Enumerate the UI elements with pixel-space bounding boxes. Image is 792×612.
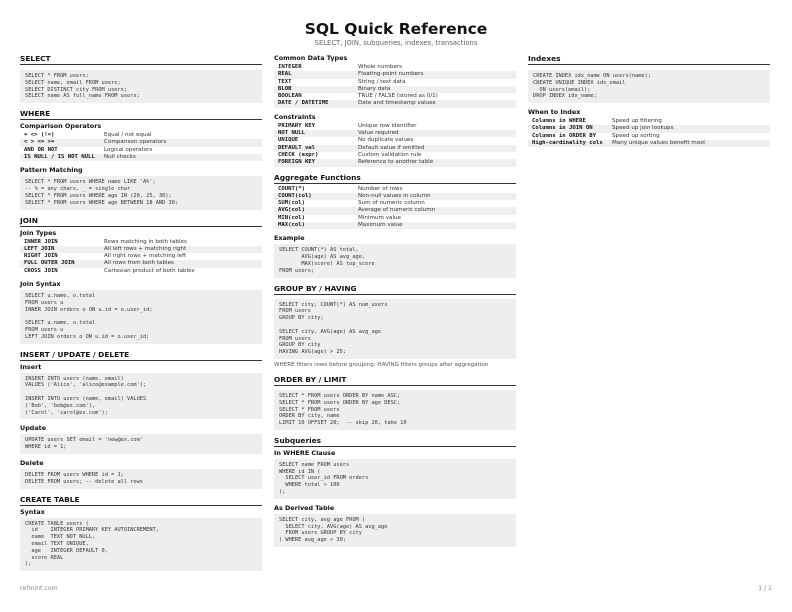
insert-title: Insert [20,362,42,371]
constraint-row-key: CHECK (expr) [278,151,319,158]
index-tip-row-key: Columns in JOIN ON [528,125,608,132]
data-type-row-description: Date and timestamp values [354,100,516,107]
constraint-row [274,152,516,159]
index-tip-row-description: Speed up sorting [612,132,660,139]
constraint-row-description: Reference to another table [354,159,516,166]
operator-row-description: Equal / not equal [104,132,152,139]
subquery-where-code: SELECT name FROM users WHERE id IN ( SELECT user_id FROM orders WHERE total > 100 ); [274,459,516,499]
constraint-row-key: FOREIGN KEY [274,159,354,166]
join-types-table [20,239,262,275]
operator-row-key: = <> (!=) [24,132,55,139]
aggregate-row-description: Non-null values in column [354,193,516,200]
delete-title: Delete [20,459,44,467]
aggregate-row-key: SUM(col) [278,200,305,207]
aggregate-row-key: COUNT(col) [274,193,354,200]
aggregate-row-key: MIN(col) [278,214,305,221]
when-to-index-table [528,118,770,147]
column-2 [274,54,516,547]
constraint-row [274,137,516,144]
join-syntax-title: Join Syntax [20,280,61,289]
data-type-row-description: Binary data [354,86,516,93]
data-type-row-key: DATE / DATETIME [274,100,354,107]
subquery-where-title: In WHERE Clause [274,448,336,457]
data-type-row-description: String / text data [358,78,406,85]
data-type-row [274,64,516,71]
index-tip-row [528,133,770,140]
join-syntax-code: SELECT u.name, o.total FROM users u INNER JOIN orders o ON u.id = o.user_id; SELECT u.name, o.total FROM users u LEFT JOIN orders o ON u.id = o.user_id; [20,290,262,344]
section-title-create-table: CREATE TABLE [20,495,262,506]
constraint-row [274,130,516,137]
operator-row [20,139,262,146]
operator-row-key: AND OR NOT [24,146,58,153]
constraint-row-key: NOT NULL [274,130,354,137]
data-type-row [274,79,516,86]
data-type-row-key: INTEGER [278,64,302,70]
aggregate-row-key: AVG(col) [274,207,354,214]
index-tip-row-description: Many unique values benefit most [608,140,770,147]
section-title-order-by: ORDER BY / LIMIT [274,375,516,386]
join-type-row-key: LEFT JOIN [20,246,100,253]
operator-row-description: Null checks [100,154,262,161]
section-title-where: WHERE [20,109,262,120]
aggregate-row [274,193,516,200]
constraints-table [274,123,516,167]
join-type-row-description: All left rows + matching right [100,246,262,253]
data-types-table [274,64,516,108]
update-title: Update [20,424,47,433]
index-tip-row-key: Columns in ORDER BY [532,132,596,139]
aggregate-row-description: Maximum value [354,222,516,229]
index-tip-row-description: Speed up filtering [612,118,662,125]
constraint-row-key: UNIQUE [278,137,299,144]
index-tip-row-description: Speed up join lookups [608,125,770,132]
join-types-title: Join Types [20,228,57,237]
join-type-row-description: Rows matching in both tables [104,238,187,245]
column-1 [20,54,262,571]
footer-site: refmint.com [20,585,58,592]
join-type-row-description: All rows from both tables [100,260,262,267]
data-type-row [274,93,516,100]
select-code: SELECT * FROM users; SELECT name, email FROM users; SELECT DISTINCT city FROM users; SELECT name AS full_name FROM users; [20,70,262,103]
pattern-matching-title: Pattern Matching [20,166,83,175]
data-type-row-key: BLOB [274,86,354,93]
create-table-code: CREATE TABLE users ( id INTEGER PRIMARY KEY AUTOINCREMENT, name TEXT NOT NULL, email TEXT UNIQUE, age INTEGER DEFAULT 0, score REAL ); [20,518,262,572]
join-type-row-description: All right rows + matching left [104,253,187,260]
data-type-row [274,86,516,93]
constraint-row-description: Unique row identifier [358,122,417,129]
order-by-code: SELECT * FROM users ORDER BY name ASC; SELECT * FROM users ORDER BY age DESC; SELECT * FROM users ORDER BY city, name LIMIT 10 OFFSET 20; -- skip 20, take 10 [274,390,516,430]
join-type-row [20,260,262,267]
join-type-row-description: Cartesian product of both tables [104,267,195,274]
comparison-operators-title: Comparison Operators [20,122,102,131]
section-title-join: JOIN [20,216,262,227]
group-by-note: WHERE filters rows before grouping; HAVING filters groups after aggregation [274,361,489,368]
data-type-row [274,100,516,107]
aggregate-row-description: Sum of numeric column [358,200,425,207]
index-tip-row [528,125,770,132]
data-type-row-key: TEXT [278,78,292,85]
constraint-row [274,145,516,152]
comparison-operators-table [20,132,262,161]
join-type-row-key: INNER JOIN [24,238,58,245]
constraint-row-description: Default value if omitted [354,145,516,152]
aggregate-functions-table [274,186,516,230]
join-type-row [20,268,262,275]
data-type-row-description: Whole numbers [358,64,403,70]
constraint-row-key: PRIMARY KEY [278,122,316,129]
page-subtitle: SELECT, JOIN, subqueries, indexes, transactions [314,39,478,47]
subquery-derived-title: As Derived Table [274,503,335,512]
indexes-code: CREATE INDEX idx_name ON users(name); CREATE UNIQUE INDEX idx_email ON users(email); DROP INDEX idx_name; [528,70,770,103]
aggregate-row [274,200,516,207]
aggregate-example-code: SELECT COUNT(*) AS total, AVG(age) AS avg_age, MAX(score) AS top_score FROM users; [274,244,516,277]
section-title-select: SELECT [20,54,262,65]
section-title-indexes: Indexes [528,54,770,65]
operator-row [20,147,262,154]
insert-code: INSERT INTO users (name, email) VALUES ('Alice', 'alice@example.com'); INSERT INTO users (name, email) VALUES ('Bob', 'bob@ex.com'), ('Carol', 'carol@ex.com'); [20,373,262,420]
constraint-row [274,159,516,166]
data-type-row-description: TRUE / FALSE (stored as 0/1) [358,93,438,100]
subquery-derived-code: SELECT city, avg_age FROM ( SELECT city, AVG(age) AS avg_age FROM users GROUP BY city ) WHERE avg_age > 30; [274,514,516,547]
index-tip-row-key: High-cardinality cols [528,140,608,147]
join-type-row-key: FULL OUTER JOIN [20,260,100,267]
aggregate-row-key: COUNT(*) [278,185,305,192]
constraint-row-key: DEFAULT val [274,145,354,152]
aggregate-row-description: Minimum value [358,214,401,221]
create-syntax-title: Syntax [20,507,45,516]
operator-row-description: Logical operators [104,146,153,153]
aggregate-row [274,222,516,229]
index-tip-row [528,118,770,125]
section-title-insert-update-delete: INSERT / UPDATE / DELETE [20,350,262,361]
footer-page-number: 1 / 1 [758,585,772,592]
operator-row [20,154,262,161]
data-type-row-key: REAL [274,71,354,78]
aggregate-row-description: Number of rows [358,185,403,192]
operator-row-key: < > <= >= [20,139,100,146]
section-title-subqueries: Subqueries [274,436,516,447]
constraint-row-description: No duplicate values [358,137,414,144]
index-tip-row-key: Columns in WHERE [532,118,586,125]
join-type-row [20,253,262,260]
index-tip-row [528,140,770,147]
constraint-row-description: Custom validation rule [358,151,422,158]
join-type-row-key: RIGHT JOIN [24,253,58,260]
page-header [0,20,792,48]
section-title-group-by: GROUP BY / HAVING [274,284,516,295]
operator-row-description: Comparison operators [100,139,262,146]
aggregate-row [274,186,516,193]
aggregate-example-title: Example [274,234,305,243]
aggregate-row-description: Average of numeric column [354,207,516,214]
data-type-row-description: Floating-point numbers [354,71,516,78]
section-title-aggregate-functions: Aggregate Functions [274,173,516,184]
data-type-row-key: BOOLEAN [278,93,302,100]
join-type-row-key: CROSS JOIN [24,267,58,274]
aggregate-row [274,207,516,214]
data-types-title: Common Data Types [274,54,348,62]
delete-code: DELETE FROM users WHERE id = 1; DELETE FROM users; -- delete all rows [20,469,262,489]
aggregate-row [274,215,516,222]
group-by-code: SELECT city, COUNT(*) AS num_users FROM users GROUP BY city; SELECT city, AVG(age) AS avg_age FROM users GROUP BY city HAVING AVG(age) > 25; [274,299,516,359]
operator-row [20,132,262,139]
join-type-row [20,246,262,253]
column-3 [528,54,770,147]
constraint-row-description: Value required [354,130,516,137]
operator-row-key: IS NULL / IS NOT NULL [20,154,100,161]
when-to-index-title: When to Index [528,108,581,117]
join-type-row [20,239,262,246]
update-code: UPDATE users SET email = 'new@ex.com' WHERE id = 1; [20,434,262,454]
data-type-row [274,71,516,78]
constraints-title: Constraints [274,112,316,121]
aggregate-row-key: MAX(col) [274,222,354,229]
constraint-row [274,123,516,130]
pattern-matching-code: SELECT * FROM users WHERE name LIKE 'A%'; -- % = any chars, _ = single char SELECT * FROM users WHERE age IN (20, 25, 30); SELECT * FROM users WHERE age BETWEEN 18 AND 30; [20,176,262,209]
page-title: SQL Quick Reference [304,20,488,38]
